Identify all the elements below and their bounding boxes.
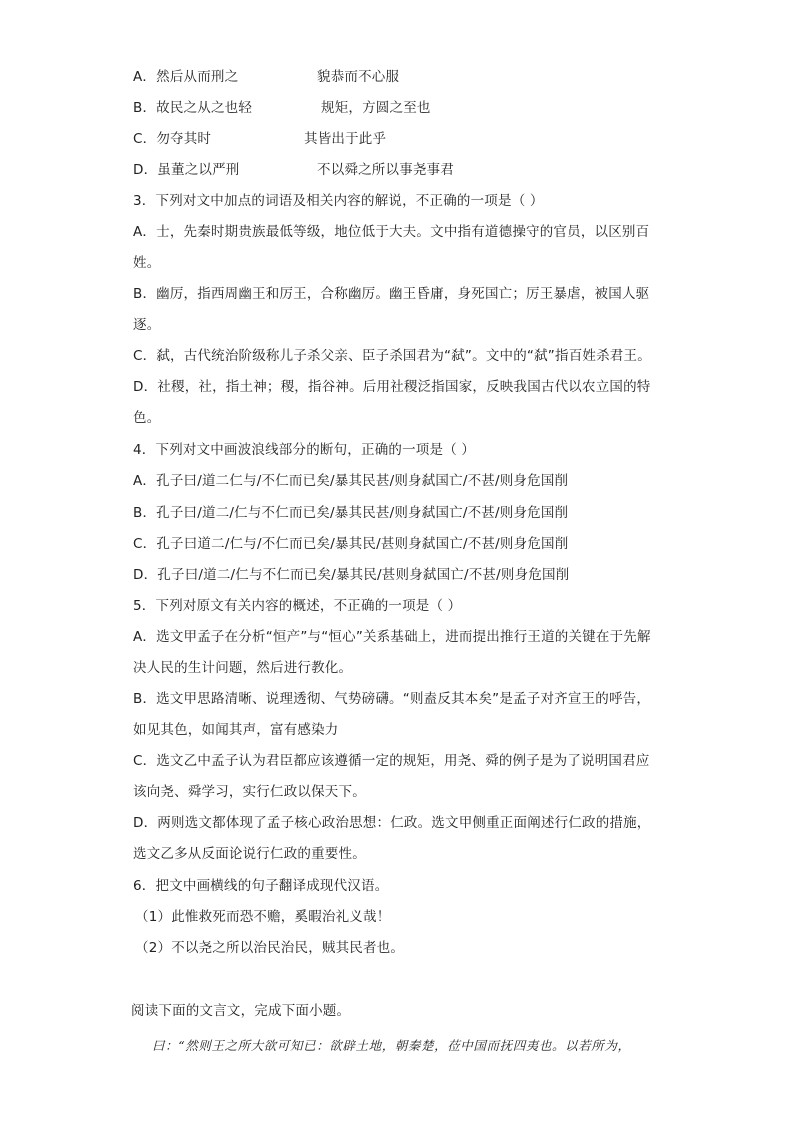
q4-option-c: C．孔子曰道二/仁与/不仁而已矣/暴其民/甚则身弑国亡/不甚/则身危国削	[133, 536, 569, 552]
q5-option-c: C．选文乙中孟子认为君臣都应该遵循一定的规矩，用尧、舜的例子是为了说明国君应该向尧、舜学习，实行仁政以保天下。	[133, 753, 650, 800]
q5-stem: 5．下列对原文有关内容的概述，不正确的一项是（ ）	[133, 598, 462, 614]
q4-option-b: B．孔子曰/道二/仁与不仁而已矣/暴其民甚/则身弑国亡/不甚/则身危国削	[133, 505, 569, 521]
passage-first-line: 曰：“然则王之所大欲可知已：欲辟土地，朝秦楚，莅中国而抚四夷也。以若所为，	[152, 1038, 631, 1053]
q3-option-c: C．弑，古代统治阶级称儿子杀父亲、臣子杀国君为“弑”。文中的“弑”指百姓杀君王。	[133, 348, 651, 364]
q6-sentence-1: （1）此惟救死而恐不赡，奚暇治礼义哉！	[135, 909, 391, 925]
q5-option-b: B．选文甲思路清晰、说理透彻、气势磅礴。“则盍反其本矣”是孟子对齐宣王的呼告，如见其色，如闻其声，富有感染力	[133, 691, 651, 738]
q2-option-c-right: 其皆出于此乎	[304, 131, 387, 147]
q4-option-d: D．孔子曰/道二/仁与不仁而已矣/暴其民/甚则身弑国亡/不甚/则身危国削	[133, 567, 570, 583]
q3-option-a: A．士，先秦时期贵族最低等级，地位低于大夫。文中指有道德操守的官员，以区别百姓。	[133, 224, 650, 271]
q6-stem: 6．把文中画横线的句子翻译成现代汉语。	[133, 878, 389, 894]
q2-option-b-left: B．故民之从之也轻	[133, 100, 253, 116]
q6-sentence-2: （2）不以尧之所以治民治民，贼其民者也。	[135, 940, 405, 956]
q3-option-d: D．社稷，社，指土神；稷，指谷神。后用社稷泛指国家，反映我国古代以农立国的特色。	[133, 379, 651, 426]
q5-option-a: A．选文甲孟子在分析“恒产”与“恒心”关系基础上，进而提出推行王道的关键在于先解决人民的生计问题，然后进行教化。	[133, 629, 651, 676]
q4-option-a: A．孔子曰/道二仁与/不仁而已矣/暴其民甚/则身弑国亡/不甚/则身危国削	[133, 473, 569, 489]
q2-option-c-left: C．勿夺其时	[133, 131, 212, 147]
q3-option-b: B．幽厉，指西周幽王和厉王，合称幽厉。幽王昏庸，身死国亡；厉王暴虐，被国人驱逐。	[133, 286, 650, 333]
q3-stem: 3．下列对文中加点的词语及相关内容的解说，不正确的一项是（ ）	[133, 193, 544, 209]
q2-option-d-left: D．虽董之以严刑	[133, 162, 240, 178]
q4-stem: 4．下列对文中画波浪线部分的断句，正确的一项是（ ）	[133, 442, 476, 458]
q2-option-d-right: 不以舜之所以事尧事君	[317, 162, 454, 178]
q2-option-a-right: 貌恭而不心服	[317, 69, 400, 85]
q2-option-b-right: 规矩，方圆之至也	[321, 100, 431, 116]
reading-instruction: 阅读下面的文言文，完成下面小题。	[131, 1003, 351, 1019]
q5-option-d: D．两则选文都体现了孟子核心政治思想：仁政。选文甲侧重正面阐述行仁政的措施，选文乙多从反面论说行仁政的重要性。	[133, 815, 651, 862]
q2-option-a-left: A．然后从而刑之	[133, 69, 239, 85]
